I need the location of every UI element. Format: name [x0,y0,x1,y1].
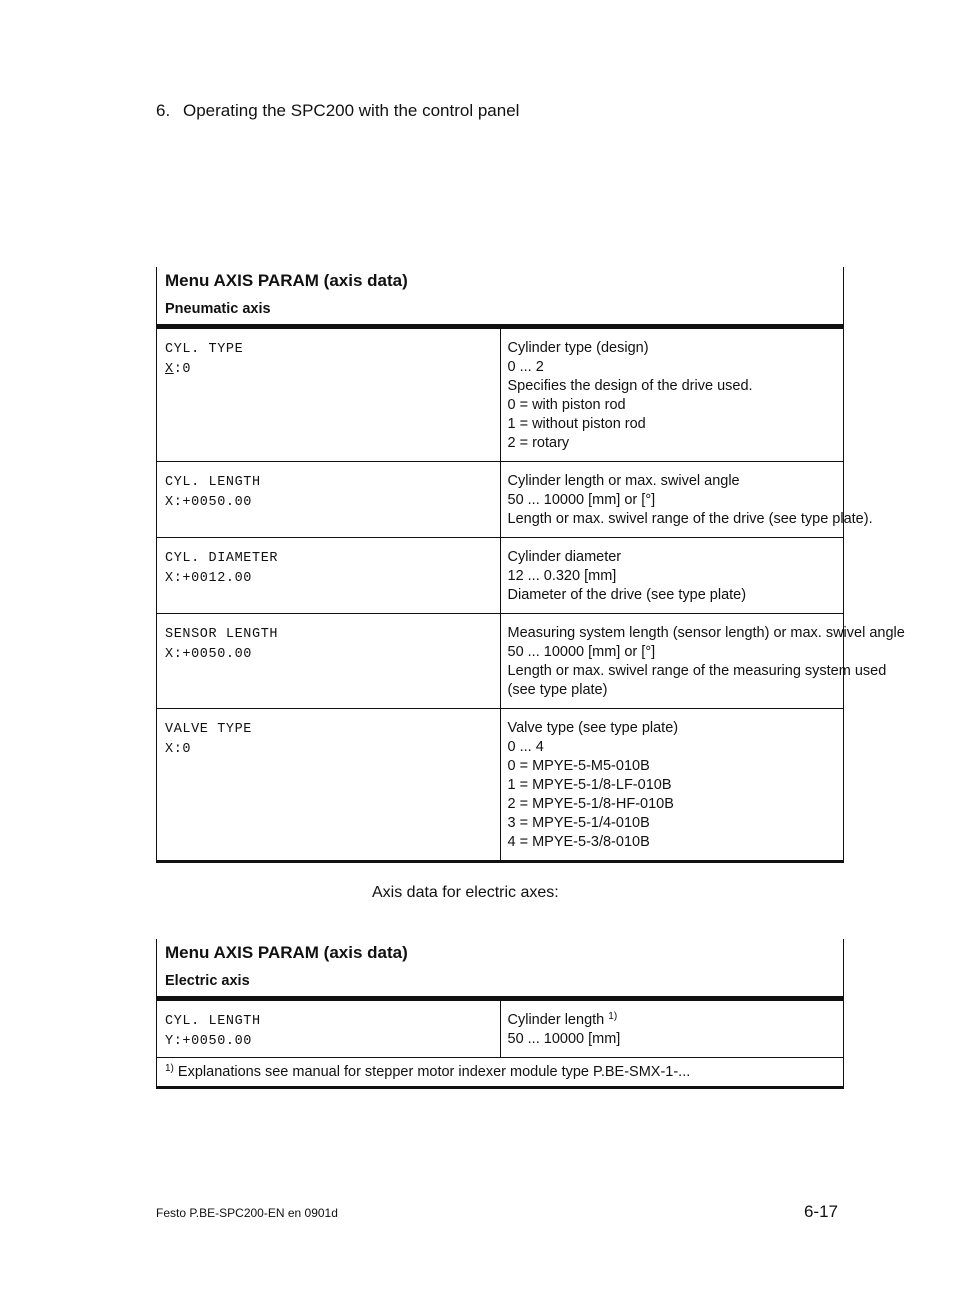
footnote-ref: 1) [608,1011,618,1022]
footnote [157,1058,844,1088]
table-header [157,939,844,999]
description-line: 2 = rotary [507,435,570,451]
description-line: Cylinder diameter [507,549,622,565]
description-line: Valve type (see type plate) [507,720,679,736]
page-number: 6-17 [803,1202,838,1221]
parameter-code [157,538,501,614]
section-heading [156,101,519,121]
pneumatic-axis-table [156,267,905,863]
table-row [157,327,844,462]
menu-subtitle: Electric axis [165,973,250,989]
parameter-value-rest: :0 [173,361,192,377]
parameter-code [157,462,501,538]
footnote-marker: 1) [165,1063,174,1074]
description-text: Cylinder length [507,1012,605,1028]
description-line [508,1011,837,1030]
parameter-value: Y:+0050.00 [165,1033,253,1049]
table-row [157,614,844,709]
parameter-description [500,709,844,862]
description-line: Length or max. swivel range of the drive (see type plate). [507,511,873,527]
parameter-description [500,327,844,462]
parameter-name: VALVE TYPE [165,722,253,737]
description-line: (see type plate) [507,682,608,698]
description-line: 3 = MPYE-5-1/4-010B [507,815,650,831]
parameter-code [157,709,501,862]
document-id: Festo P.BE-SPC200-EN en 0901d [156,1206,338,1220]
description-line: 2 = MPYE-5-1/8-HF-010B [507,796,674,812]
description-line: 0 = with piston rod [507,397,626,413]
description-line: 0 ... 2 [507,359,544,375]
menu-title: Menu AXIS PARAM (axis data) [165,943,408,962]
parameter-code [157,327,501,462]
parameter-value: X:0 [165,741,192,757]
description-line: 4 = MPYE-5-3/8-010B [507,834,650,850]
footnote-text: Explanations see manual for stepper motor indexer module type P.BE-SMX-1-... [173,1064,691,1080]
electric-axes-caption: Axis data for electric axes: [372,884,559,901]
section-title: Operating the SPC200 with the control panel [183,101,520,120]
parameter-name: SENSOR LENGTH [165,627,279,642]
table-row [157,462,844,538]
menu-title: Menu AXIS PARAM (axis data) [165,271,408,290]
parameter-name: CYL. TYPE [165,342,244,357]
description-line: 50 ... 10000 [mm] [507,1031,621,1047]
parameter-value: X:+0050.00 [165,494,253,510]
description-line: 50 ... 10000 [mm] or [°] [507,492,656,508]
table-header [157,267,844,327]
table-row [157,999,844,1058]
description-line: 50 ... 10000 [mm] or [°] [507,644,656,660]
cursor-char: X [165,361,174,377]
electric-axis-table [156,939,844,1089]
footnote-row [157,1058,844,1088]
section-number: 6. [156,101,171,120]
description-line: Specifies the design of the drive used. [507,378,753,394]
description-line: 0 ... 4 [507,739,544,755]
description-line: 1 = without piston rod [507,416,646,432]
description-line: Diameter of the drive (see type plate) [507,587,747,603]
table-row [157,709,844,862]
parameter-value: X:+0012.00 [165,570,253,586]
description-line: Cylinder length or max. swivel angle [507,473,740,489]
description-line: 12 ... 0.320 [mm] [507,568,617,584]
parameter-description [500,614,905,709]
parameter-description [500,538,844,614]
description-line: Length or max. swivel range of the measuring system used [507,663,887,679]
parameter-name: CYL. DIAMETER [165,551,279,566]
parameter-description [500,999,844,1058]
table-row [157,538,844,614]
parameter-code [157,999,501,1058]
parameter-name: CYL. LENGTH [165,475,261,490]
parameter-value: X:+0050.00 [165,646,253,662]
description-line: Measuring system length (sensor length) or max. swivel angle [507,625,905,641]
parameter-code [157,614,501,709]
parameter-name: CYL. LENGTH [165,1014,261,1029]
menu-subtitle: Pneumatic axis [165,301,271,317]
parameter-value [165,360,492,380]
description-line: 0 = MPYE-5-M5-010B [507,758,650,774]
description-line: 1 = MPYE-5-1/8-LF-010B [507,777,672,793]
parameter-description [500,462,873,538]
description-line: Cylinder type (design) [507,340,649,356]
